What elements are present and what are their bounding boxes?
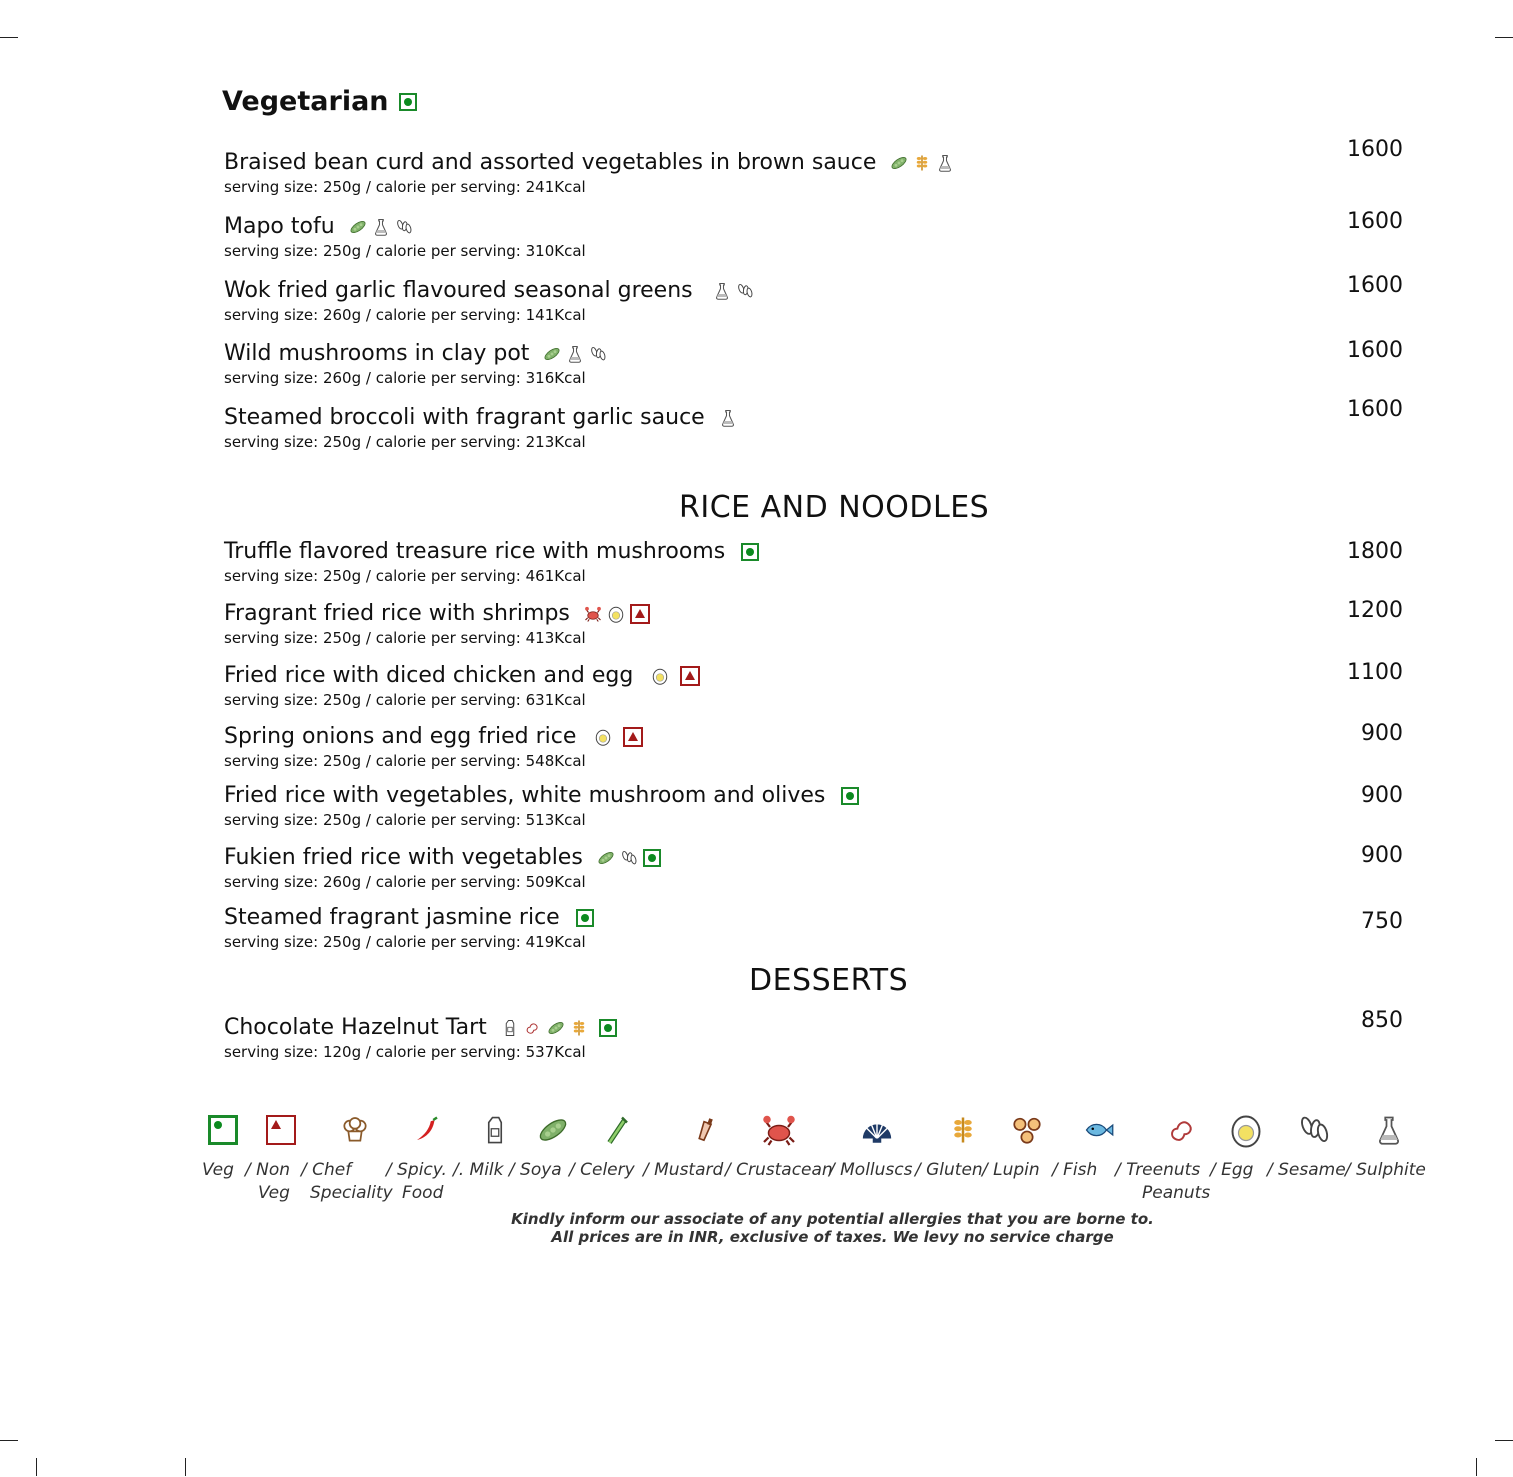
item-meta: serving size: 260g / calorie per serving: 141Kcal bbox=[224, 306, 586, 324]
legend-label: Food bbox=[402, 1183, 444, 1203]
veg-mark-icon bbox=[576, 909, 594, 927]
allergen-icons bbox=[841, 787, 859, 805]
item-meta: serving size: 250g / calorie per serving: 241Kcal bbox=[224, 178, 586, 196]
allergen-icons bbox=[597, 847, 661, 869]
crop-mark bbox=[1495, 37, 1513, 38]
legend-label: Speciality bbox=[310, 1183, 393, 1203]
soy-icon bbox=[547, 1017, 565, 1039]
crab-icon bbox=[759, 1108, 799, 1152]
sesame-icon bbox=[620, 847, 638, 869]
soy-icon bbox=[349, 216, 367, 238]
item-name: Steamed fragrant jasmine rice bbox=[224, 905, 560, 930]
soy-icon bbox=[543, 343, 561, 365]
gluten-icon bbox=[570, 1017, 588, 1039]
item-name: Fried rice with diced chicken and egg bbox=[224, 663, 634, 688]
sulphite-icon bbox=[372, 216, 390, 238]
menu-item bbox=[224, 601, 1404, 648]
non-veg-mark-icon bbox=[623, 727, 643, 747]
mustard-icon bbox=[685, 1108, 725, 1152]
item-meta: serving size: 250g / calorie per serving: 548Kcal bbox=[224, 752, 586, 770]
non-veg-mark-icon bbox=[680, 666, 700, 686]
legend-label: / Non bbox=[245, 1160, 291, 1180]
menu-item bbox=[224, 724, 1404, 771]
egg-icon bbox=[594, 726, 612, 748]
allergen-icons bbox=[890, 152, 954, 174]
egg-icon bbox=[1226, 1108, 1266, 1152]
item-price: 1600 bbox=[1347, 397, 1403, 422]
legend-label: Veg bbox=[258, 1183, 290, 1203]
sulphite-icon bbox=[936, 152, 954, 174]
allergen-icons bbox=[576, 909, 594, 927]
crop-mark bbox=[0, 37, 18, 38]
legend-label: / Treenuts bbox=[1115, 1160, 1201, 1180]
crab-icon bbox=[584, 603, 602, 625]
item-meta: serving size: 250g / calorie per serving: 413Kcal bbox=[224, 629, 586, 647]
item-price: 900 bbox=[1361, 783, 1403, 808]
menu-item bbox=[224, 783, 1404, 830]
legend-label: / Sesame bbox=[1267, 1160, 1346, 1180]
gluten-icon bbox=[943, 1108, 983, 1152]
sesame-icon bbox=[1294, 1108, 1334, 1152]
section-title-rice-noodles: RICE AND NOODLES bbox=[679, 490, 990, 525]
item-name: Chocolate Hazelnut Tart bbox=[224, 1015, 487, 1040]
item-name: Fragrant fried rice with shrimps bbox=[224, 601, 570, 626]
item-price: 850 bbox=[1361, 1008, 1403, 1033]
item-meta: serving size: 250g / calorie per serving: 631Kcal bbox=[224, 691, 586, 709]
item-price: 1800 bbox=[1347, 539, 1403, 564]
sesame-icon bbox=[395, 216, 413, 238]
price-note: All prices are in INR, exclusive of taxes. We levy no service charge bbox=[551, 1228, 1114, 1246]
legend-label: / Sulphite bbox=[1345, 1160, 1426, 1180]
item-price: 900 bbox=[1361, 721, 1403, 746]
shell-icon bbox=[857, 1108, 897, 1152]
soy-icon bbox=[890, 152, 908, 174]
menu-item bbox=[224, 150, 1404, 197]
legend-label: Veg bbox=[202, 1160, 234, 1180]
fish-icon bbox=[1079, 1108, 1119, 1152]
chili-icon bbox=[407, 1108, 447, 1152]
item-name: Spring onions and egg fried rice bbox=[224, 724, 577, 749]
sulphite-icon bbox=[713, 280, 731, 302]
menu-item bbox=[224, 663, 1404, 710]
legend-label: / Celery bbox=[569, 1160, 635, 1180]
section-title-desserts: DESSERTS bbox=[749, 963, 909, 998]
menu-item bbox=[224, 405, 1404, 452]
veg-mark-icon bbox=[643, 849, 661, 867]
menu-item bbox=[224, 214, 1404, 261]
sesame-icon bbox=[589, 343, 607, 365]
celery-icon bbox=[597, 1108, 637, 1152]
soy-icon bbox=[533, 1108, 573, 1152]
menu-item bbox=[224, 905, 1404, 952]
crop-mark bbox=[36, 1458, 37, 1476]
legend-label: / Chef bbox=[301, 1160, 352, 1180]
item-name: Wok fried garlic flavoured seasonal greens bbox=[224, 278, 693, 303]
menu-item bbox=[224, 1015, 1404, 1062]
allergen-icons bbox=[584, 603, 650, 625]
soy-icon bbox=[597, 847, 615, 869]
veg-mark-icon bbox=[203, 1108, 243, 1152]
legend-label: / Spicy. bbox=[386, 1160, 447, 1180]
item-meta: serving size: 250g / calorie per serving: 419Kcal bbox=[224, 933, 586, 951]
menu-item bbox=[224, 341, 1404, 388]
lupin-icon bbox=[1007, 1108, 1047, 1152]
item-meta: serving size: 250g / calorie per serving: 310Kcal bbox=[224, 242, 586, 260]
peanut-icon bbox=[1163, 1108, 1203, 1152]
item-name: Truffle flavored treasure rice with mushrooms bbox=[224, 539, 726, 564]
peanut-icon bbox=[524, 1017, 542, 1039]
legend-label: / Molluscs bbox=[829, 1160, 913, 1180]
menu-item bbox=[224, 539, 1404, 586]
veg-mark-icon bbox=[399, 93, 417, 111]
item-name: Fukien fried rice with vegetables bbox=[224, 845, 583, 870]
allergen-icons bbox=[501, 1017, 617, 1039]
item-name: Steamed broccoli with fragrant garlic sauce bbox=[224, 405, 705, 430]
gluten-icon bbox=[913, 152, 931, 174]
item-price: 1100 bbox=[1347, 660, 1403, 685]
non-veg-mark-icon bbox=[630, 604, 650, 624]
sulphite-icon bbox=[566, 343, 584, 365]
allergen-icons bbox=[741, 543, 759, 561]
item-price: 1200 bbox=[1347, 598, 1403, 623]
menu-item bbox=[224, 278, 1404, 325]
allergen-icons bbox=[543, 343, 607, 365]
crop-mark bbox=[185, 1458, 186, 1476]
item-meta: serving size: 250g / calorie per serving: 461Kcal bbox=[224, 567, 586, 585]
item-price: 900 bbox=[1361, 843, 1403, 868]
section-title-text: Vegetarian bbox=[222, 86, 389, 117]
item-name: Fried rice with vegetables, white mushroom and olives bbox=[224, 783, 826, 808]
item-meta: serving size: 120g / calorie per serving: 537Kcal bbox=[224, 1043, 586, 1061]
item-meta: serving size: 260g / calorie per serving: 509Kcal bbox=[224, 873, 586, 891]
egg-icon bbox=[607, 603, 625, 625]
item-price: 1600 bbox=[1347, 338, 1403, 363]
legend-label: / Fish bbox=[1052, 1160, 1098, 1180]
legend-label: / Mustard bbox=[643, 1160, 724, 1180]
allergen-icons bbox=[713, 280, 754, 302]
crop-mark bbox=[0, 1440, 18, 1441]
item-price: 1600 bbox=[1347, 273, 1403, 298]
non-veg-mark-icon bbox=[261, 1108, 301, 1152]
legend-icons bbox=[195, 1108, 1435, 1158]
allergen-icons bbox=[719, 407, 737, 429]
item-meta: serving size: 260g / calorie per serving: 316Kcal bbox=[224, 369, 586, 387]
menu-item bbox=[224, 845, 1404, 892]
legend-label: /. Milk / Soya bbox=[453, 1160, 562, 1180]
egg-icon bbox=[651, 665, 669, 687]
allergen-icons bbox=[594, 726, 643, 748]
item-meta: serving size: 250g / calorie per serving: 213Kcal bbox=[224, 433, 586, 451]
legend-label: / Egg bbox=[1210, 1160, 1254, 1180]
allergy-note: Kindly inform our associate of any potential allergies that you are borne to. bbox=[511, 1210, 1154, 1228]
sesame-icon bbox=[736, 280, 754, 302]
allergen-icons bbox=[349, 216, 413, 238]
item-name: Mapo tofu bbox=[224, 214, 335, 239]
veg-mark-icon bbox=[599, 1019, 617, 1037]
crop-mark bbox=[1476, 1458, 1477, 1476]
sulphite-icon bbox=[719, 407, 737, 429]
crop-mark bbox=[1495, 1440, 1513, 1441]
allergen-icons bbox=[651, 665, 700, 687]
item-price: 1600 bbox=[1347, 137, 1403, 162]
milk-icon bbox=[501, 1017, 519, 1039]
chef-hat-icon bbox=[335, 1108, 375, 1152]
legend-label: / Lupin bbox=[982, 1160, 1040, 1180]
item-name: Braised bean curd and assorted vegetables in brown sauce bbox=[224, 150, 877, 175]
legend-label: / Gluten bbox=[915, 1160, 983, 1180]
sulphite-icon bbox=[1369, 1108, 1409, 1152]
legend-label: Peanuts bbox=[1142, 1183, 1211, 1203]
milk-icon bbox=[475, 1108, 515, 1152]
item-name: Wild mushrooms in clay pot bbox=[224, 341, 530, 366]
veg-mark-icon bbox=[841, 787, 859, 805]
section-title-vegetarian bbox=[222, 86, 417, 117]
item-meta: serving size: 250g / calorie per serving: 513Kcal bbox=[224, 811, 586, 829]
veg-mark-icon bbox=[741, 543, 759, 561]
legend-label: / Crustacean bbox=[725, 1160, 833, 1180]
item-price: 1600 bbox=[1347, 209, 1403, 234]
item-price: 750 bbox=[1361, 909, 1403, 934]
